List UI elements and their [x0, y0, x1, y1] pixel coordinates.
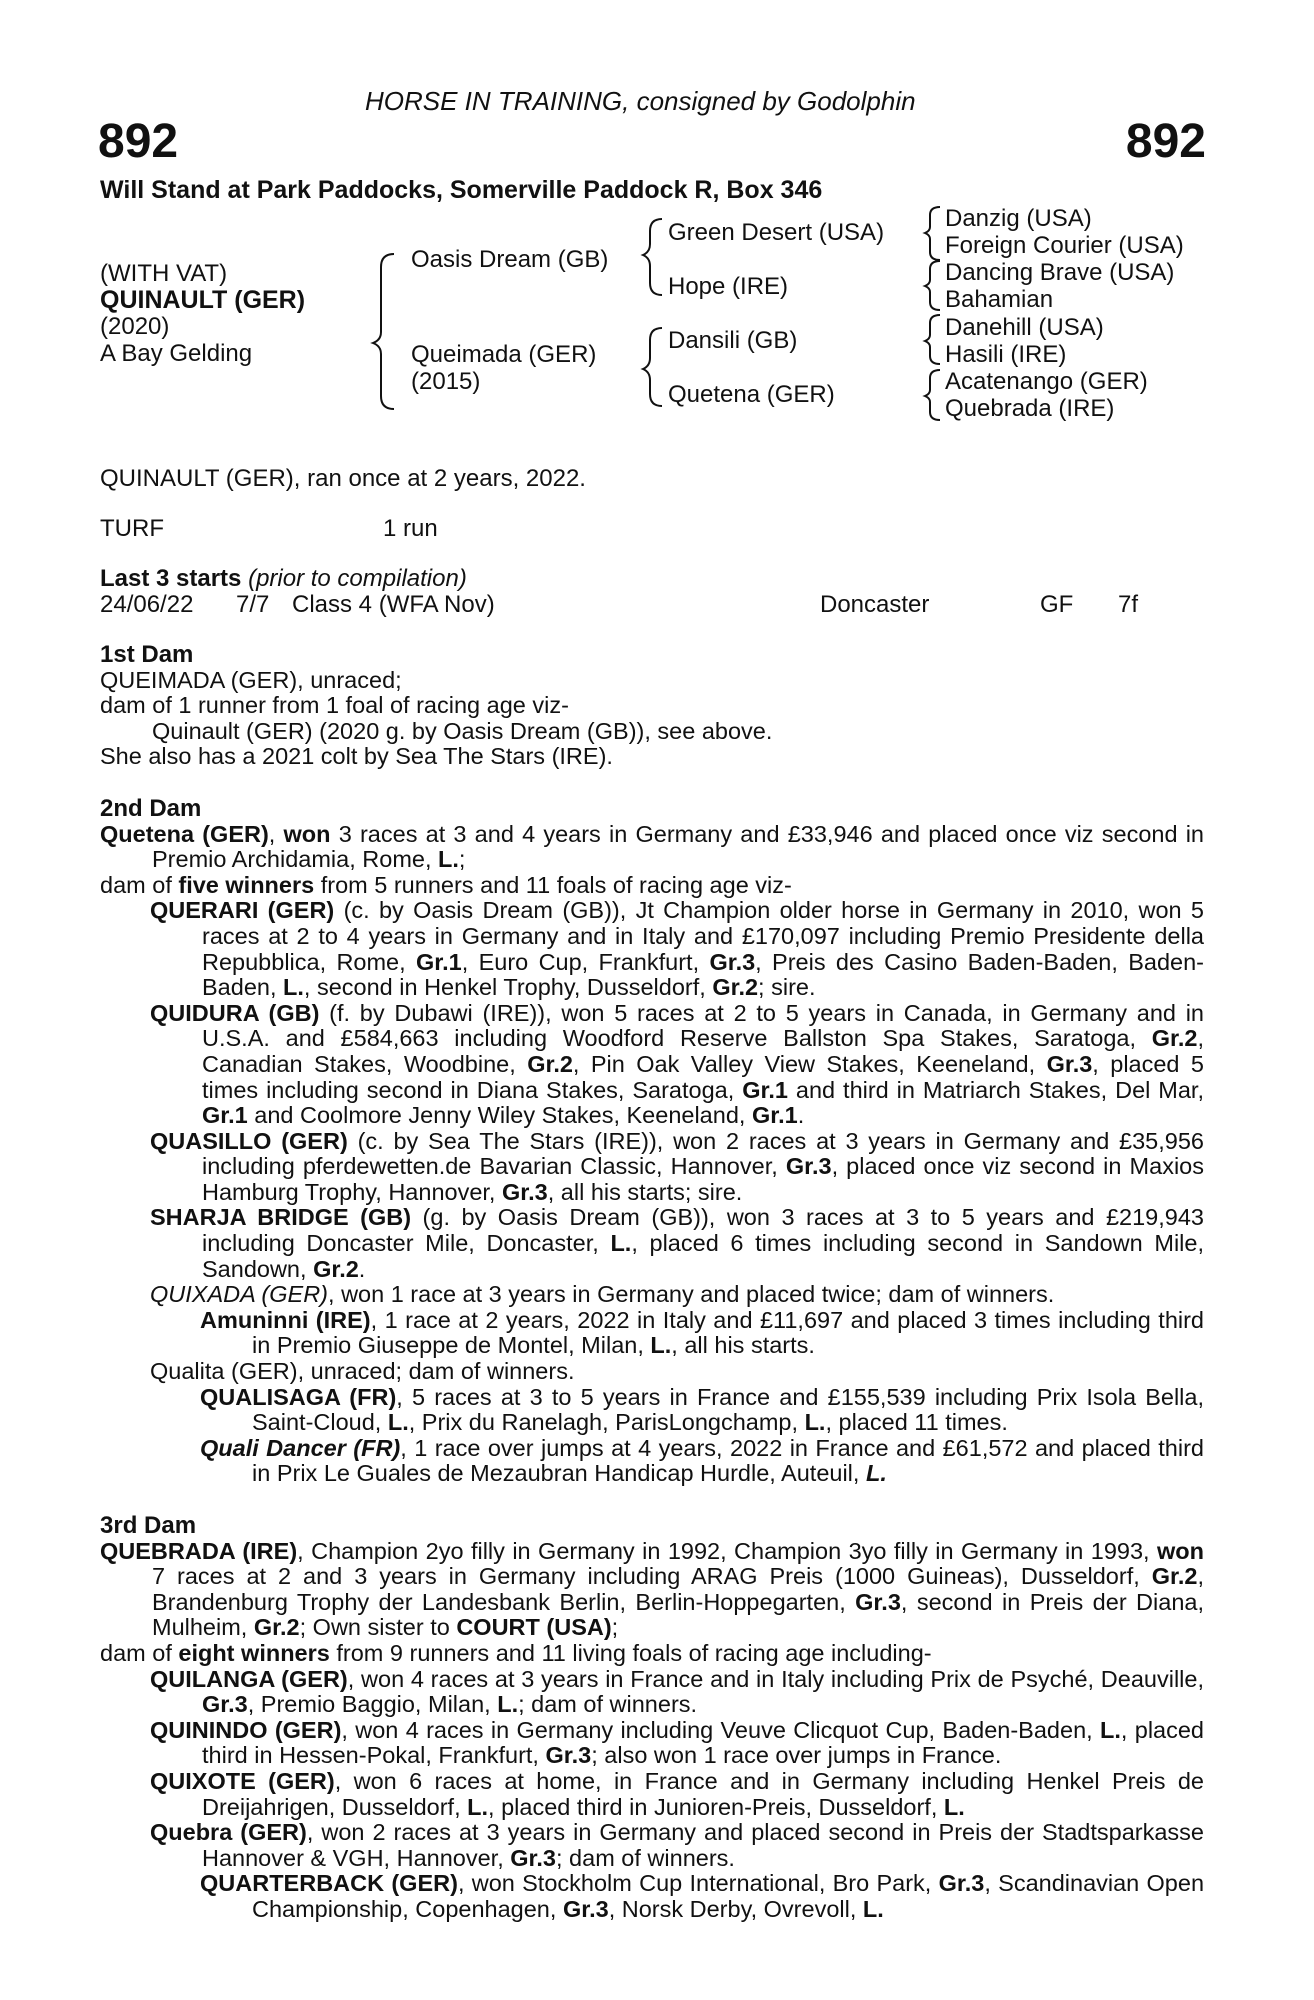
last-starts-heading: [100, 565, 467, 593]
start-course: Doncaster: [820, 591, 930, 618]
dam3-produce-quinindo: QUININDO (GER), won 4 races in Germany including Veuve Clicquot Cup, Baden-Baden, L., placed third in Hessen-Pokal, Frankfurt, Gr.3; also won 1 race over jumps in France.: [150, 1716, 1204, 1769]
start-going: GF: [1040, 591, 1074, 618]
dam1-line-2: dam of 1 runner from 1 foal of racing age viz-: [100, 692, 569, 719]
dam1-line-4: She also has a 2021 colt by Sea The Stars (IRE).: [100, 743, 613, 770]
bracket-dd: [925, 370, 940, 420]
dam3-produce-quilanga: QUILANGA (GER), won 4 races at 3 years in France and in Italy including Prix de Psyché, Deauville, Gr.3, Premio Baggio, Milan, L.; dam of winners.: [150, 1665, 1204, 1718]
start-distance: 7f: [1118, 591, 1139, 618]
dam1-line-3: Quinault (GER) (2020 g. by Oasis Dream (GB)), see above.: [152, 717, 773, 744]
bracket-sd: [925, 261, 940, 310]
pedigree-dam-year: (2015): [411, 368, 481, 395]
bracket-ds: [925, 315, 940, 364]
pedigree-g3-2: Foreign Courier (USA): [945, 232, 1184, 259]
dam3-heading: 3rd Dam: [100, 1512, 197, 1539]
lot-number-right: 892: [1125, 115, 1206, 168]
dam3-produce-summary: dam of eight winners from 9 runners and 11 living foals of racing age including-: [100, 1639, 932, 1666]
dam2-grandproduce-qualisaga: QUALISAGA (FR), 5 races at 3 to 5 years in France and £155,539 including Prix Isola Bella, Saint-Cloud, L., Prix du Ranelagh, ParisLongchamp, L., placed 11 times.: [200, 1383, 1204, 1436]
start-race: Class 4 (WFA Nov): [292, 591, 495, 618]
surface-label: TURF: [100, 515, 164, 542]
last-starts-note: (prior to compilation): [248, 565, 467, 592]
bracket-main: [373, 254, 394, 409]
surface-runs: 1 run: [383, 515, 438, 542]
horse-description: A Bay Gelding: [100, 340, 253, 367]
dam2-grandproduce-amuninni: Amuninni (IRE), 1 race at 2 years, 2022 in Italy and £11,697 and placed 3 times including third in Premio Giuseppe de Montel, Milan, L., all his starts.: [200, 1306, 1204, 1359]
dam1-heading: 1st Dam: [100, 641, 194, 668]
bracket-ss: [925, 207, 940, 260]
dam2-produce-qualita: Qualita (GER), unraced; dam of winners.: [150, 1358, 575, 1385]
dam2-produce-summary: dam of five winners from 5 runners and 11 foals of racing age viz-: [100, 871, 792, 898]
race-summary: QUINAULT (GER), ran once at 2 years, 2022.: [100, 465, 586, 492]
dam2-produce-sharja-bridge: SHARJA BRIDGE (GB) (g. by Oasis Dream (GB)), won 3 races at 3 to 5 years and £219,943 including Doncaster Mile, Doncaster, L., placed 6 times including second in Sandown Mile, Sandown, Gr.2.: [150, 1204, 1204, 1282]
pedigree-sire-sire: Green Desert (USA): [668, 219, 885, 246]
pedigree-g3-4: Bahamian: [945, 286, 1054, 313]
sale-subtitle: HORSE IN TRAINING, consigned by Godolphin: [365, 86, 916, 116]
pedigree-g3-1: Danzig (USA): [945, 205, 1092, 232]
dam3-entry: QUEBRADA (IRE), Champion 2yo filly in Germany in 1992, Champion 3yo filly in Germany in 1993, won 7 races at 2 and 3 years in Germany including ARAG Preis (1000 Guineas), Dusseldorf, Gr.2, Brandenburg Trophy der Landesbank Berlin, Berlin-Hoppegarten, Gr.3, second in Preis der Diana, Mulheim, Gr.2; Own sister to COURT (USA);: [100, 1537, 1204, 1641]
bracket-sire: [643, 219, 662, 295]
stand-location: Will Stand at Park Paddocks, Somerville Paddock R, Box 346: [100, 176, 823, 204]
dam2-produce-quixada: QUIXADA (GER), won 1 race at 3 years in Germany and placed twice; dam of winners.: [150, 1281, 1055, 1308]
last-starts-title: Last 3 starts: [100, 565, 242, 592]
dam2-entry: Quetena (GER), won 3 races at 3 and 4 years in Germany and £33,946 and placed once viz second in Premio Archidamia, Rome, L.;: [100, 820, 1205, 873]
dam2-heading: 2nd Dam: [100, 794, 202, 822]
pedigree-g3-3: Dancing Brave (USA): [945, 259, 1175, 286]
dam3-produce-quebra: Quebra (GER), won 2 races at 3 years in Germany and placed second in Preis der Stadtsparkasse Hannover & VGH, Hannover, Gr.3; dam of winners.: [150, 1819, 1204, 1871]
vat-note: (WITH VAT): [100, 260, 228, 287]
dam3-grandproduce-quarterback: QUARTERBACK (GER), won Stockholm Cup International, Bro Park, Gr.3, Scandinavian Open Championship, Copenhagen, Gr.3, Norsk Derby, Ovrevoll, L.: [200, 1870, 1205, 1922]
pedigree-dam-sire: Dansili (GB): [668, 327, 798, 354]
bracket-dam: [643, 328, 662, 406]
lot-number-left: 892: [98, 115, 179, 168]
pedigree-g3-5: Danehill (USA): [945, 314, 1104, 341]
dam-sections: [100, 642, 1204, 1923]
horse-name: QUINAULT (GER): [100, 286, 306, 314]
dam2-produce-quasillo: QUASILLO (GER) (c. by Sea The Stars (IRE)), won 2 races at 3 years in Germany and £35,956 including pferdewetten.de Bavarian Classic, Hannover, Gr.3, placed once viz second in Maxios Hamburg Trophy, Hannover, Gr.3, all his starts; sire.: [150, 1127, 1204, 1205]
start-position: 7/7: [236, 591, 270, 618]
pedigree-g3-7: Acatenango (GER): [945, 368, 1148, 395]
start-date: 24/06/22: [100, 591, 194, 618]
dam2-grandproduce-quali-dancer: Quali Dancer (FR), 1 race over jumps at 4 years, 2022 in France and £61,572 and placed third in Prix Le Guales de Mezaubran Handicap Hurdle, Auteuil, L.: [200, 1434, 1204, 1487]
pedigree-dam: Queimada (GER): [411, 341, 597, 368]
dam2-produce-quidura: QUIDURA (GB) (f. by Dubawi (IRE)), won 5 races at 2 to 5 years in Canada, in Germany and in U.S.A. and £584,663 including Woodford Reserve Ballston Spa Stakes, Saratoga, Gr.2, Canadian Stakes, Woodbine, Gr.2, Pin Oak Valley View Stakes, Keeneland, Gr.3, placed 5 times including second in Diana Stakes, Saratoga, Gr.1 and third in Matriarch Stakes, Del Mar, Gr.1 and Coolmore Jenny Wiley Stakes, Keeneland, Gr.1.: [150, 999, 1204, 1129]
pedigree-dam-dam: Quetena (GER): [668, 381, 835, 408]
pedigree-g3-8: Quebrada (IRE): [945, 395, 1115, 422]
dam2-produce-querari: QUERARI (GER) (c. by Oasis Dream (GB)), Jt Champion older horse in Germany in 2010, won 5 races at 2 to 4 years in Germany and in Italy and £170,097 including Premio Presidente della Repubblica, Rome, Gr.1, Euro Cup, Frankfurt, Gr.3, Preis des Casino Baden-Baden, Baden-Baden, L., second in Henkel Trophy, Dusseldorf, Gr.2; sire.: [150, 897, 1204, 1001]
dam1-line-1: QUEIMADA (GER), unraced;: [100, 666, 402, 693]
pedigree-g3-6: Hasili (IRE): [945, 341, 1067, 368]
dam3-produce-quixote: QUIXOTE (GER), won 6 races at home, in France and in Germany including Henkel Preis de Dreijahrigen, Dusseldorf, L., placed third in Junioren-Preis, Dusseldorf, L.: [150, 1767, 1204, 1820]
horse-year: (2020): [100, 313, 170, 340]
pedigree-sire: Oasis Dream (GB): [411, 246, 609, 273]
pedigree-sire-dam: Hope (IRE): [668, 273, 789, 300]
